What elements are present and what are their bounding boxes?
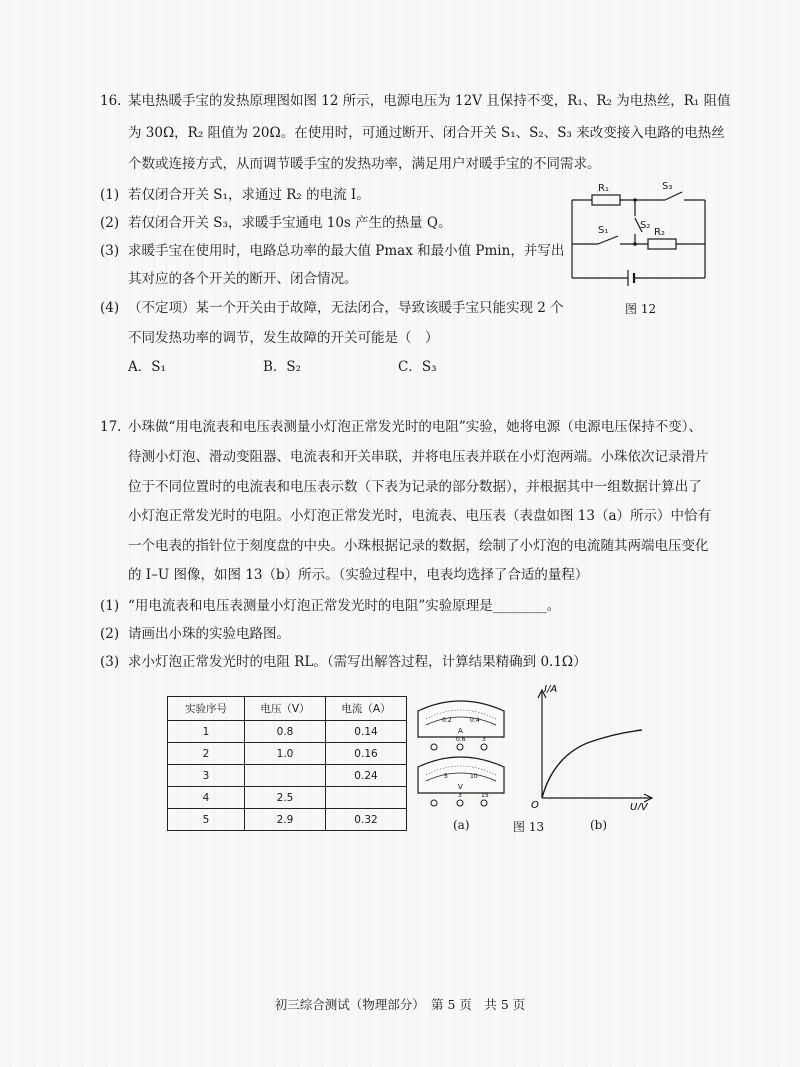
x-axis-label: U/V xyxy=(630,802,648,810)
q16-sub3-text-b: 其对应的各个开关的断开、闭合情况。 xyxy=(128,271,358,287)
figure-12-caption: 图 12 xyxy=(625,302,657,316)
q17-sub1-number: (1) xyxy=(100,598,120,614)
q16-sub3-number: (3) xyxy=(100,243,120,259)
table-cell: 2.5 xyxy=(245,787,326,809)
table-cell: 1 xyxy=(168,721,245,743)
q17-text-line-1: 小珠做“用电流表和电压表测量小灯泡正常发光时的电阻”实验，她将电源（电源电压保持不变）、 xyxy=(128,419,703,435)
q16-option-a: A．S₁ xyxy=(128,359,166,375)
q17-sub2-number: (2) xyxy=(100,626,120,642)
ammeter-tick-0.2: 0.2 xyxy=(442,717,452,724)
q16-sub4-text-a: （不定项）某一个开关由于故障，无法闭合，导致该暖手宝只能实现 2 个 xyxy=(128,300,564,316)
q17-sub2-text: 请画出小珠的实验电路图。 xyxy=(128,626,290,642)
q16-text-line-3: 个数或连接方式，从而调节暖手宝的发热功率，满足用户对暖手宝的不同需求。 xyxy=(128,156,601,172)
table-cell xyxy=(245,765,326,787)
q16-text-line-1: 某电热暖手宝的发热原理图如图 12 所示，电源电压为 12V 且保持不变，R₁、R₂ 为电热丝，R₁ 阻值 xyxy=(128,93,731,109)
q16-option-c: C．S₃ xyxy=(398,359,437,375)
table-cell: 2 xyxy=(168,743,245,765)
r2-resistor xyxy=(648,239,676,249)
q17-text-line-6: 的 I–U 图像，如图 13（b）所示。（实验过程中，电表均选择了合适的量程） xyxy=(128,567,589,583)
voltmeter-dial xyxy=(418,757,504,806)
figure-13a-label: (a) xyxy=(453,818,470,832)
experiment-data-table xyxy=(167,696,407,831)
q17-number: 17. xyxy=(100,419,122,435)
table-row xyxy=(168,743,407,765)
ammeter-terminal-pos xyxy=(481,744,487,750)
voltmeter-terminal-pos xyxy=(481,800,487,806)
figure-13b-iu-graph xyxy=(520,680,660,810)
q16-sub1-number: (1) xyxy=(100,187,120,203)
table-cell: 0.14 xyxy=(326,721,407,743)
q17-sub3-text: 求小灯泡正常发光时的电阻 RL。（需写出解答过程，计算结果精确到 0.1Ω） xyxy=(128,654,587,670)
q16-option-b: B．S₂ xyxy=(263,359,302,375)
table-row xyxy=(168,721,407,743)
table-row xyxy=(168,765,407,787)
table-header-voltage: 电压（V） xyxy=(245,697,326,721)
voltmeter-terminal-mid xyxy=(457,800,463,806)
q16-sub4-text-b: 不同发热功率的调节，发生故障的开关可能是（ ） xyxy=(128,330,439,346)
q17-sub3-number: (3) xyxy=(100,654,120,670)
table-cell: 4 xyxy=(168,787,245,809)
page-footer: 初三综合测试（物理部分） 第 5 页 共 5 页 xyxy=(274,997,526,1012)
q17-text-line-4: 小灯泡正常发光时的电阻。小灯泡正常发光时，电流表、电压表（表盘如图 13（a）所示）中恰有 xyxy=(128,508,712,524)
label-s3: S₃ xyxy=(662,181,673,192)
figure-13-caption: 图 13 xyxy=(513,820,545,834)
q16-text-line-2: 为 30Ω，R₂ 阻值为 20Ω。在使用时，可通过断开、闭合开关 S₁、S₂、S₃ 来改变接入电路的电热丝 xyxy=(128,125,725,141)
table-cell: 5 xyxy=(168,809,245,831)
label-s2: S₂ xyxy=(640,220,651,231)
iu-curve xyxy=(542,730,642,798)
voltmeter-range-15: 15 xyxy=(481,792,489,799)
table-header-index: 实验序号 xyxy=(168,697,245,721)
figure-13b-label: (b) xyxy=(590,818,608,832)
voltmeter-range-3: 3 xyxy=(458,792,462,799)
table-cell: 3 xyxy=(168,765,245,787)
s1-switch xyxy=(598,236,618,244)
q17-text-line-5: 一个电表的指针位于刻度盘的中央。小珠根据记录的数据，绘制了小灯泡的电流随其两端电压变化 xyxy=(128,538,709,554)
s3-switch xyxy=(665,192,682,200)
q17-sub1-text: “用电流表和电压表测量小灯泡正常发光时的电阻”实验原理是________。 xyxy=(128,598,561,614)
q17-text-line-2: 待测小灯泡、滑动变阻器、电流表和开关串联，并将电压表并联在小灯泡两端。小珠依次记录滑片 xyxy=(128,449,709,465)
label-r2: R₂ xyxy=(654,227,665,238)
voltmeter-tick-5: 5 xyxy=(444,773,448,780)
q16-sub2-text: 若仅闭合开关 S₃，求暖手宝通电 10s 产生的热量 Q。 xyxy=(128,215,452,231)
q16-number: 16. xyxy=(100,93,122,109)
y-axis-label: I/A xyxy=(544,684,558,695)
q16-sub1-text: 若仅闭合开关 S₁，求通过 R₂ 的电流 I。 xyxy=(128,187,370,203)
ammeter-terminal-mid xyxy=(457,744,463,750)
table-header-current: 电流（A） xyxy=(326,697,407,721)
r1-resistor xyxy=(592,195,620,205)
ammeter-range-3: 3 xyxy=(482,736,486,743)
table-cell: 0.8 xyxy=(245,721,326,743)
table-cell: 0.16 xyxy=(326,743,407,765)
voltmeter-terminal-neg xyxy=(431,800,437,806)
table-cell: 1.0 xyxy=(245,743,326,765)
voltmeter-symbol: V xyxy=(458,783,463,791)
table-row xyxy=(168,787,407,809)
q17-text-line-3: 位于不同位置时的电流表和电压表示数（下表为记录的部分数据），并根据其中一组数据计算出了 xyxy=(128,479,702,495)
ammeter-range-0.6: 0.6 xyxy=(456,736,466,743)
table-cell: 0.32 xyxy=(326,809,407,831)
label-r1: R₁ xyxy=(598,183,609,194)
table-cell: 0.24 xyxy=(326,765,407,787)
label-s1: S₁ xyxy=(598,225,609,236)
ammeter-symbol: A xyxy=(458,727,463,735)
ammeter-terminal-neg xyxy=(431,744,437,750)
figure-13a-meters xyxy=(412,697,512,809)
q16-sub4-number: (4) xyxy=(100,300,120,316)
table-row xyxy=(168,809,407,831)
origin-label: O xyxy=(531,800,539,810)
voltmeter-tick-10: 10 xyxy=(470,773,478,780)
ammeter-dial xyxy=(418,701,504,750)
table-cell: 2.9 xyxy=(245,809,326,831)
table-header-row xyxy=(168,697,407,721)
figure-12-circuit xyxy=(560,180,720,315)
q16-sub2-number: (2) xyxy=(100,215,120,231)
table-cell xyxy=(326,787,407,809)
q16-sub3-text-a: 求暖手宝在使用时，电路总功率的最大值 Pmax 和最小值 Pmin，并写出 xyxy=(128,243,565,259)
ammeter-tick-0.4: 0.4 xyxy=(470,717,480,724)
